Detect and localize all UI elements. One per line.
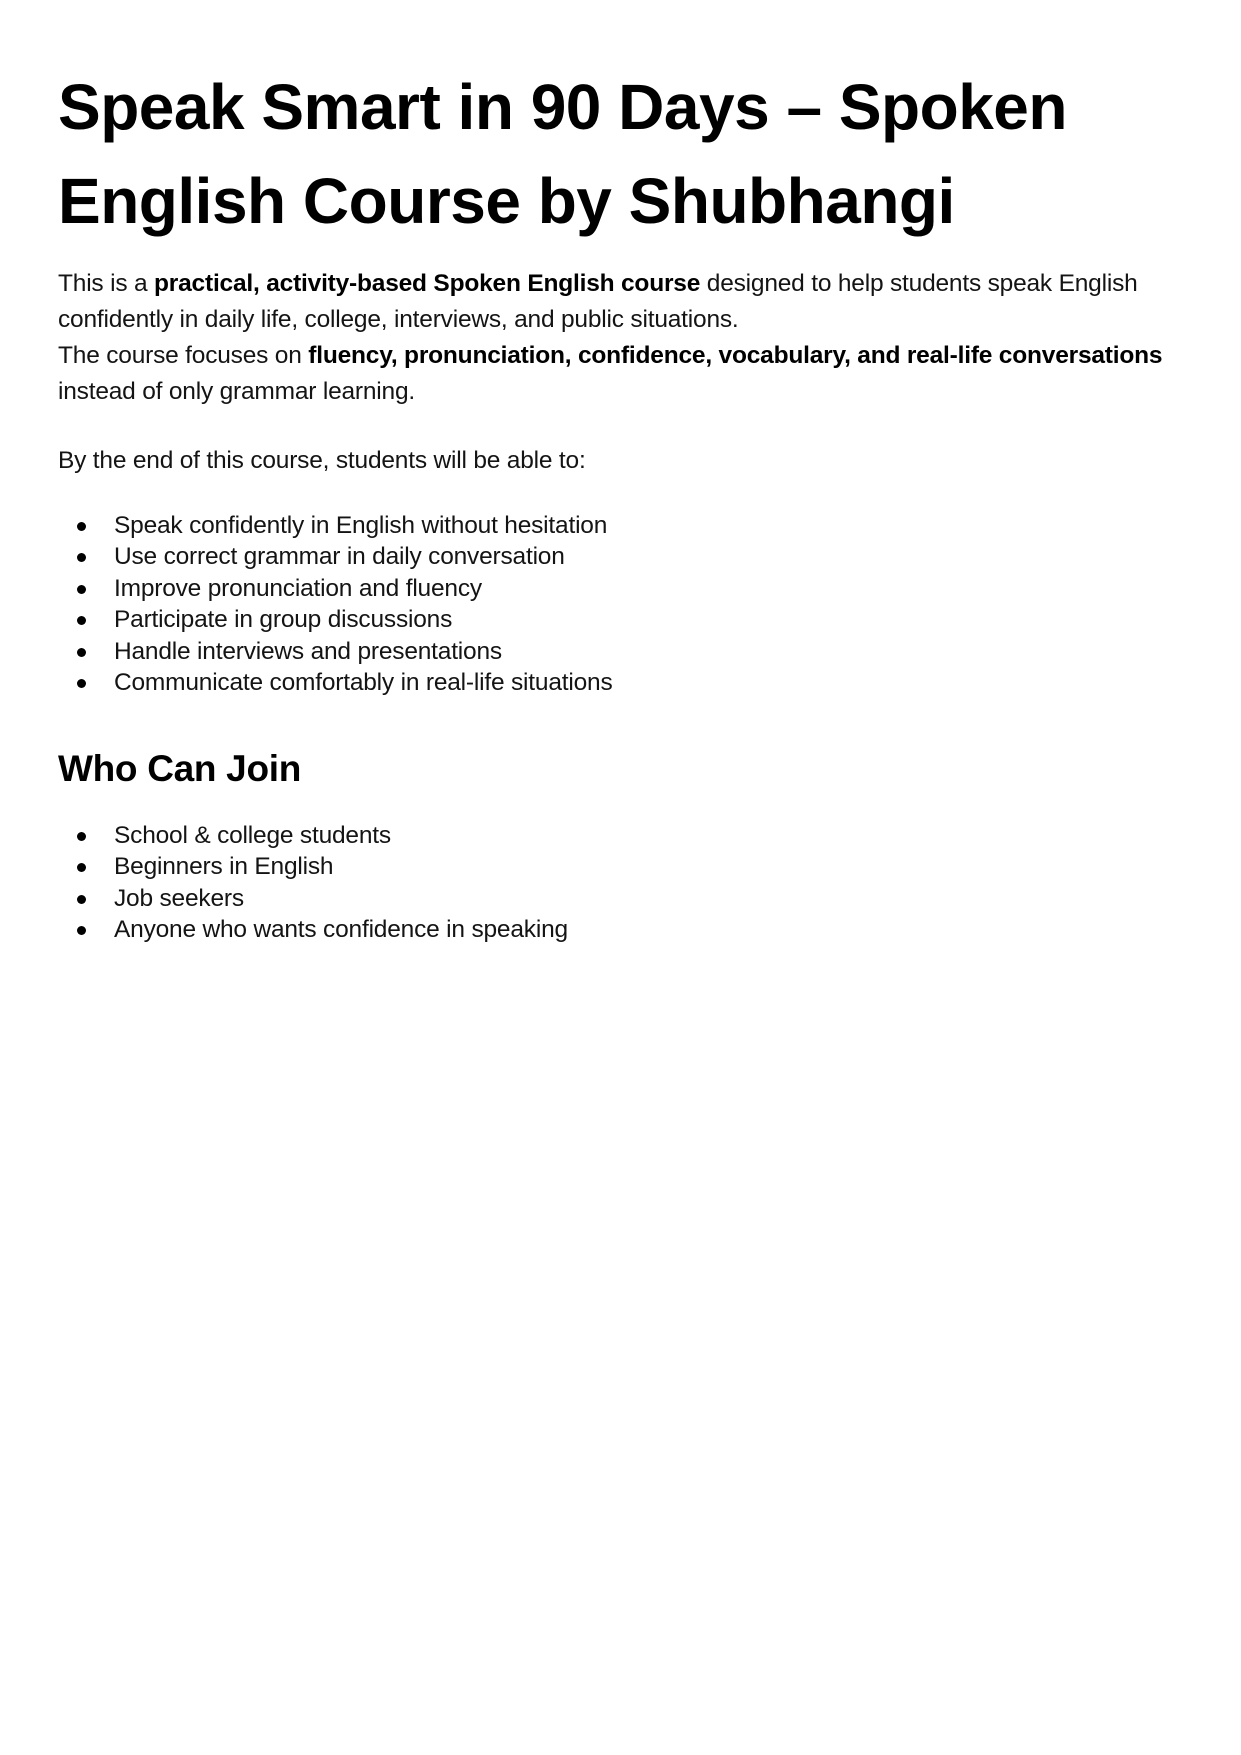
list-item-text: Participate in group discussions — [114, 606, 453, 634]
list-item — [58, 667, 613, 698]
intro-text: This is a — [58, 270, 155, 297]
bullet-icon — [77, 832, 86, 841]
list-item — [58, 820, 568, 851]
bullet-icon — [77, 926, 86, 935]
list-item-text: Beginners in English — [114, 853, 334, 881]
page-title — [58, 60, 1067, 248]
intro-text: The course focuses on — [58, 342, 309, 369]
intro-emphasis: practical, activity-based Spoken English course — [154, 270, 701, 297]
list-item-text: Communicate comfortably in real-life situations — [114, 669, 613, 697]
bullet-icon — [77, 648, 86, 657]
list-item — [58, 510, 613, 541]
bullet-icon — [77, 553, 86, 562]
list-item-text: Anyone who wants confidence in speaking — [114, 916, 568, 944]
title-line-1: Speak Smart in 90 Days – Spoken — [58, 71, 1067, 143]
list-item — [58, 914, 568, 945]
list-item-text: Job seekers — [114, 884, 244, 912]
bullet-icon — [77, 895, 86, 904]
list-item — [58, 541, 613, 572]
intro-text: instead of only grammar learning. — [58, 378, 416, 405]
bullet-icon — [77, 679, 86, 688]
outcomes-lead: By the end of this course, students will be able to: — [58, 447, 586, 474]
who-can-join-list — [58, 820, 568, 946]
list-item-text: Speak confidently in English without hesitation — [114, 512, 608, 539]
list-item — [58, 883, 568, 914]
bullet-icon — [77, 522, 86, 531]
intro-paragraph — [58, 266, 1188, 410]
intro-emphasis: fluency, pronunciation, confidence, vocabulary, and real-life conversations — [308, 342, 1163, 369]
list-item — [58, 851, 568, 882]
list-item-text: School & college students — [114, 822, 391, 849]
list-item — [58, 636, 613, 667]
bullet-icon — [77, 863, 86, 872]
section-heading-who-can-join: Who Can Join — [58, 748, 302, 789]
list-item-text: Handle interviews and presentations — [114, 637, 502, 665]
intro-text: designed to help students speak English confidently in daily life, college, interviews, and public situations. — [58, 270, 1138, 333]
list-item — [58, 573, 613, 604]
title-line-2: English Course by Shubhangi — [58, 165, 955, 237]
list-item-text: Improve pronunciation and fluency — [114, 574, 482, 602]
list-item-text: Use correct grammar in daily conversation — [114, 543, 565, 571]
outcomes-list — [58, 510, 613, 698]
list-item — [58, 604, 613, 635]
bullet-icon — [77, 616, 86, 625]
bullet-icon — [77, 585, 86, 594]
